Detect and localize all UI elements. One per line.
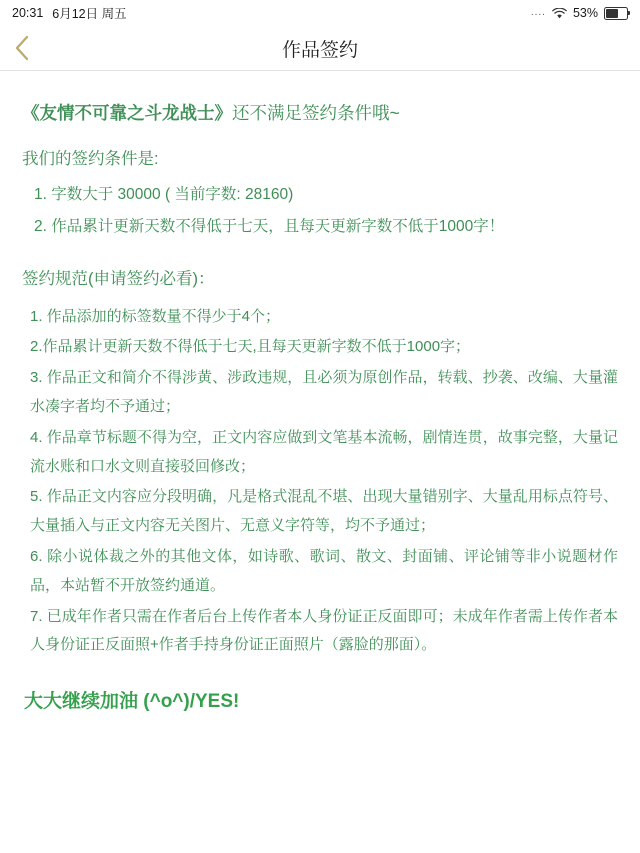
list-item: 6. 除小说体裁之外的其他文体，如诗歌、歌词、散文、封面铺、评论铺等非小说题材作品，本站暂不开放签约通道。 — [30, 547, 618, 594]
list-item: 4. 作品章节标题不得为空，正文内容应做到文笔基本流畅，剧情连贯，故事完整，大量记流水账和口水文则直接驳回修改； — [30, 428, 618, 475]
work-title: 《友情不可靠之斗龙战士》 — [22, 103, 232, 123]
list-item: 1. 字数大于 30000 ( 当前字数: 28160) — [34, 186, 294, 203]
list-item: 7. 已成年作者只需在作者后台上传作者本人身份证正反面即可；未成年作者需上传作者本人身份证正反面照+作者手持身份证正面照片（露脸的那面）。 — [30, 607, 618, 654]
list-item: 2. 作品累计更新天数不得低于七天，且每天更新字数不低于1000字！ — [34, 217, 505, 235]
status-time: 20:31 — [12, 6, 44, 20]
list-item: 5. 作品正文内容应分段明确，凡是格式混乱不堪、出现大量错别字、大量乱用标点符号、大量插入与正文内容无关图片、无意义字符等，均不予通过； — [30, 488, 618, 535]
status-bar-right — [531, 6, 628, 20]
battery-percent-label: 53% — [572, 6, 598, 20]
list-item: 1. 作品添加的标签数量不得少于4个； — [30, 307, 281, 325]
conditions-list — [22, 179, 618, 243]
status-bar — [0, 0, 640, 26]
status-date: 6月12日 周五 — [52, 7, 127, 21]
conditions-label: 我们的签约条件是: — [22, 150, 159, 168]
headline — [22, 99, 618, 127]
chevron-left-icon — [14, 35, 30, 61]
battery-icon — [604, 7, 628, 20]
signal-dots-icon: .... — [530, 6, 546, 18]
cheer-message: 大大继续加油 (^o^)/YES! — [24, 691, 240, 713]
rules-list — [22, 303, 618, 661]
headline-rest: 还不满足签约条件哦~ — [232, 103, 400, 123]
rules-title: 签约规范(申请签约必看)： — [22, 269, 215, 288]
status-bar-left — [12, 4, 127, 22]
signing-requirements-panel — [0, 71, 640, 853]
page-title: 作品签约 — [281, 39, 358, 61]
navigation-bar — [0, 26, 640, 71]
list-item: 3. 作品正文和简介不得涉黄、涉政违规，且必须为原创作品，转载、抄袭、改编、大量灌水凑字者均不予通过； — [30, 369, 618, 415]
list-item: 2.作品累计更新天数不得低于七天,且每天更新字数不低于1000字； — [30, 338, 471, 356]
wifi-icon — [552, 8, 567, 19]
back-button[interactable] — [0, 26, 44, 70]
